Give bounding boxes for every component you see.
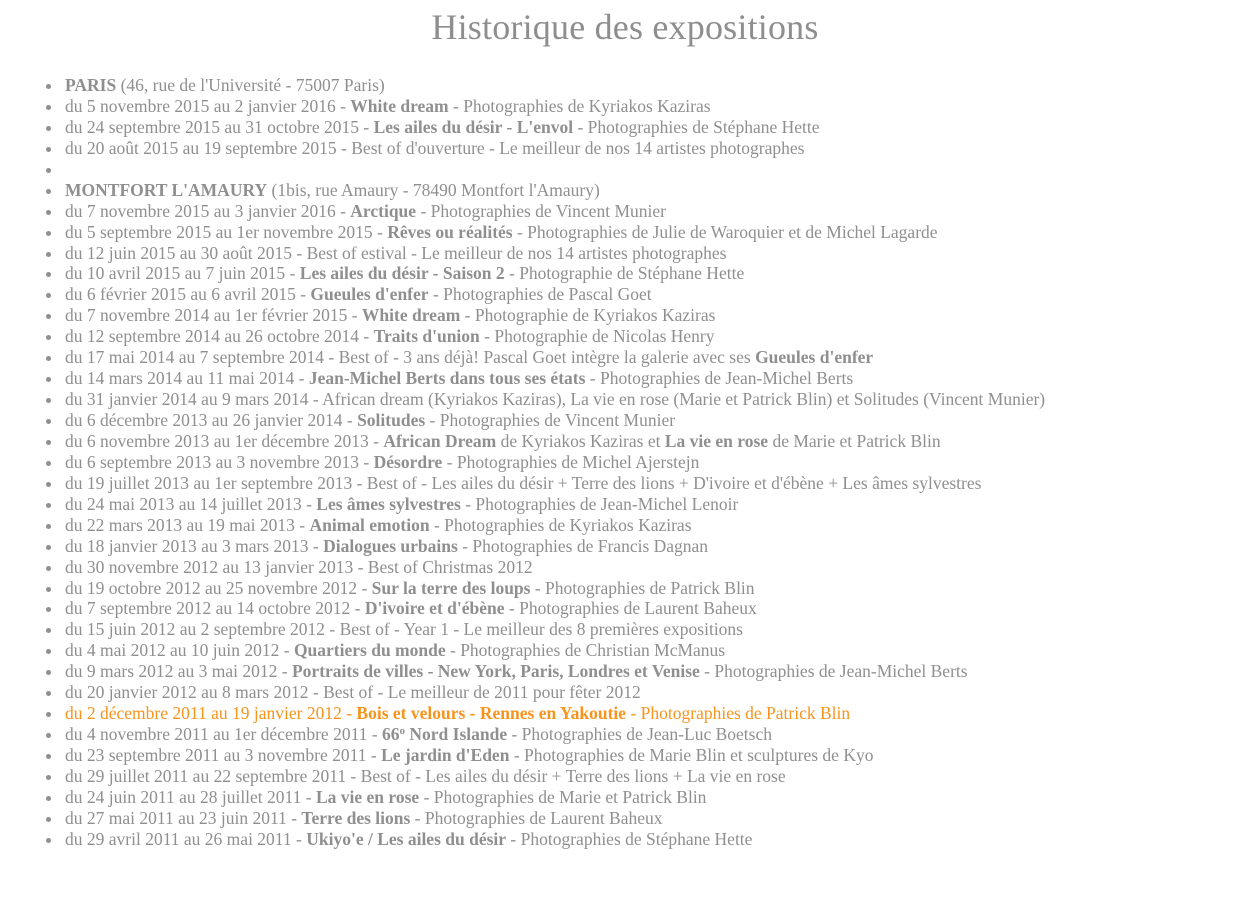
list-item[interactable] (65, 222, 1045, 243)
exhibition-text: du 20 août 2015 au 19 septembre 2015 - Best of d'ouverture - Le meilleur de nos 14 artistes photographes (65, 137, 805, 158)
exhibition-title: D'ivoire et d'ébène (364, 598, 505, 619)
list-item[interactable] (65, 494, 1045, 515)
exhibition-title: Nord Islande (405, 724, 508, 745)
exhibition-text: du 9 mars 2012 au 3 mai 2012 - (65, 661, 292, 682)
exhibition-title: Gueules d'enfer (755, 347, 874, 368)
exhibition-text: du 15 juin 2012 au 2 septembre 2012 - Best of - Year 1 - Le meilleur des 8 premières expositions (65, 619, 743, 640)
exhibition-text: du 18 janvier 2013 au 3 mars 2013 - (65, 535, 324, 556)
exhibition-title: Les ailes du désir - Saison 2 (299, 263, 505, 284)
exhibition-text: du 7 novembre 2015 au 3 janvier 2016 - (65, 200, 351, 221)
exhibition-text: du 22 mars 2013 au 19 mai 2013 - (65, 514, 310, 535)
list-item[interactable] (65, 138, 1045, 159)
exhibition-text: - Photographies de Christian McManus (445, 640, 726, 661)
list-item[interactable] (65, 640, 1045, 661)
list-item[interactable] (65, 326, 1045, 347)
exhibition-text: - Photographies de Stéphane Hette (573, 116, 820, 137)
exhibition-text: - Photographies de Laurent Baheux (504, 598, 757, 619)
list-item[interactable] (65, 410, 1045, 431)
exhibition-text: du 5 novembre 2015 au 2 janvier 2016 - (65, 95, 351, 116)
exhibition-list (65, 75, 1045, 850)
exhibition-text: - Photographie de Kyriakos Kaziras (460, 305, 716, 326)
list-item[interactable] (65, 305, 1045, 326)
list-item[interactable] (65, 536, 1045, 557)
exhibition-text: - Photographies de Vincent Munier (425, 410, 676, 430)
exhibition-title: Dialogues urbains (323, 535, 458, 556)
exhibition-title: Solitudes (357, 410, 426, 430)
exhibition-text: du 7 septembre 2012 au 14 octobre 2012 - (65, 598, 365, 619)
exhibition-text: du 23 septembre 2011 au 3 novembre 2011 - (65, 745, 382, 765)
exhibition-text: du 10 avril 2015 au 7 juin 2015 - (65, 263, 300, 284)
list-item[interactable] (65, 829, 1045, 850)
exhibition-text: du 14 mars 2014 au 11 mai 2014 - (65, 368, 309, 389)
exhibition-text: du 5 septembre 2015 au 1er novembre 2015 - (65, 221, 388, 242)
exhibition-text: - Photographies de Patrick Blin (626, 703, 851, 724)
list-item[interactable] (65, 180, 1045, 201)
list-item[interactable] (65, 96, 1045, 117)
list-item[interactable] (65, 724, 1045, 745)
exhibition-text: du 6 février 2015 au 6 avril 2015 - (65, 284, 311, 305)
list-item[interactable] (65, 682, 1045, 703)
exhibition-title: Les ailes du désir - L'envol (373, 116, 574, 137)
exhibition-text: - Photographies de Laurent Baheux (410, 807, 663, 828)
exhibition-text: du 30 novembre 2012 au 13 janvier 2013 - Best of Christmas 2012 (65, 556, 533, 577)
list-item[interactable] (65, 389, 1045, 410)
exhibition-text: - Photographie de Nicolas Henry (479, 326, 715, 347)
exhibition-title: Bois et velours - Rennes en Yakoutie (356, 703, 627, 724)
exhibition-text: - Photographies de Julie de Waroquier et de Michel Lagarde (512, 221, 938, 242)
exhibition-text: du 6 novembre 2013 au 1er décembre 2013 - (65, 430, 384, 451)
exhibition-text: du 24 juin 2011 au 28 juillet 2011 - (65, 786, 316, 807)
exhibition-text: du 2 décembre 2011 au 19 janvier 2012 - (65, 703, 357, 724)
list-item[interactable] (65, 598, 1045, 619)
exhibition-text: - Photographies de Patrick Blin (530, 577, 755, 598)
exhibition-title: Désordre (373, 451, 443, 472)
list-item[interactable] (65, 515, 1045, 536)
exhibition-text: du 4 novembre 2011 au 1er décembre 2011 - (65, 724, 382, 745)
list-item[interactable] (65, 578, 1045, 599)
exhibition-title: White dream (361, 305, 461, 326)
list-item[interactable] (65, 243, 1045, 264)
exhibition-title: 66 (382, 724, 400, 745)
list-item[interactable] (65, 808, 1045, 829)
exhibition-title: Le jardin d'Eden (381, 745, 510, 765)
exhibition-text: de Kyriakos Kaziras et (496, 430, 665, 451)
list-item-active[interactable] (65, 703, 1045, 724)
exhibition-text: du 7 novembre 2014 au 1er février 2015 - (65, 305, 362, 326)
list-item[interactable] (65, 431, 1045, 452)
exhibition-text: du 12 septembre 2014 au 26 octobre 2014 - (65, 326, 374, 347)
exhibition-text: du 24 mai 2013 au 14 juillet 2013 - (65, 493, 317, 514)
list-item[interactable] (65, 787, 1045, 808)
exhibition-text: du 12 juin 2015 au 30 août 2015 - Best of estival - Le meilleur de nos 14 artistes photographes (65, 242, 727, 263)
exhibition-text: du 29 avril 2011 au 26 mai 2011 - (65, 828, 307, 849)
exhibition-text: du 29 juillet 2011 au 22 septembre 2011 - Best of - Les ailes du désir + Terre des lions + La vie en rose (65, 765, 786, 786)
exhibition-text: du 19 octobre 2012 au 25 novembre 2012 - (65, 577, 372, 598)
exhibition-title: La vie en rose (315, 786, 420, 807)
exhibition-title: African Dream (383, 430, 497, 451)
list-item[interactable] (65, 661, 1045, 682)
exhibition-title: MONTFORT L'AMAURY (65, 179, 268, 200)
exhibition-text: - Photographies de Pascal Goet (428, 284, 652, 305)
exhibition-text: - Photographies de Marie et Patrick Blin (419, 786, 707, 807)
list-item[interactable] (65, 75, 1045, 96)
list-item[interactable] (65, 201, 1045, 222)
exhibition-text: du 6 décembre 2013 au 26 janvier 2014 - (65, 410, 358, 430)
exhibition-title: PARIS (65, 75, 117, 95)
exhibition-title: White dream (350, 95, 449, 116)
exhibition-text: du 24 septembre 2015 au 31 octobre 2015 - (65, 116, 374, 137)
list-item[interactable] (65, 766, 1045, 787)
list-item[interactable] (65, 745, 1045, 766)
exhibition-title: Portraits de villes - New York, Paris, Londres et Venise (291, 661, 700, 682)
exhibition-text: du 4 mai 2012 au 10 juin 2012 - (65, 640, 294, 661)
exhibition-title: Rêves ou réalités (387, 221, 513, 242)
exhibition-title: Arctique (350, 200, 417, 221)
exhibition-title: Quartiers du monde (293, 640, 446, 661)
exhibition-title: o (399, 725, 405, 738)
exhibition-text: - Photographies de Kyriakos Kaziras (429, 514, 692, 535)
list-item[interactable] (65, 619, 1045, 640)
exhibition-title: La vie en rose (664, 430, 769, 451)
exhibition-text: - Photographies de Jean-Michel Lenoir (460, 493, 739, 514)
exhibition-text: - Photographie de Stéphane Hette (504, 263, 745, 284)
exhibition-title: Sur la terre des loups (371, 577, 531, 598)
exhibition-text: - Photographies de Michel Ajerstejn (442, 451, 700, 472)
exhibition-title: Gueules d'enfer (310, 284, 429, 305)
list-item[interactable] (65, 284, 1045, 305)
list-item[interactable] (65, 117, 1045, 138)
exhibition-text: du 27 mai 2011 au 23 juin 2011 - (65, 807, 302, 828)
exhibition-title: Traits d'union (373, 326, 480, 347)
exhibition-text: (46, rue de l'Université - 75007 Paris) (116, 75, 385, 95)
list-item[interactable] (65, 263, 1045, 284)
exhibition-text: du 6 septembre 2013 au 3 novembre 2013 - (65, 451, 374, 472)
list-item[interactable] (65, 452, 1045, 473)
exhibition-text: - Photographies de Jean-Luc Boetsch (507, 724, 772, 745)
exhibition-text: du 17 mai 2014 au 7 septembre 2014 - Best of - 3 ans déjà! Pascal Goet intègre la galerie avec ses (65, 347, 756, 368)
exhibition-text: - Photographies de Jean-Michel Berts (585, 368, 854, 389)
exhibition-title: Animal emotion (309, 514, 430, 535)
exhibition-text: - Photographies de Marie Blin et sculptures de Kyo (509, 745, 874, 765)
exhibition-text: du 20 janvier 2012 au 8 mars 2012 - Best of - Le meilleur de 2011 pour fêter 2012 (65, 682, 641, 703)
exhibition-title: Ukiyo'e / Les ailes du désir (306, 828, 507, 849)
exhibition-text: - Photographies de Jean-Michel Berts (699, 661, 968, 682)
exhibition-text: - Photographies de Stéphane Hette (506, 828, 753, 849)
exhibition-title: Les âmes sylvestres (316, 493, 461, 514)
list-item[interactable] (65, 368, 1045, 389)
exhibition-text: du 31 janvier 2014 au 9 mars 2014 - African dream (Kyriakos Kaziras), La vie en rose (Marie et Patrick Blin) et Solitudes (Vincent Munier) (65, 389, 1046, 410)
exhibition-text: (1bis, rue Amaury - 78490 Montfort l'Amaury) (267, 179, 600, 200)
list-item[interactable] (65, 473, 1045, 494)
exhibition-text: du 19 juillet 2013 au 1er septembre 2013 - Best of - Les ailes du désir + Terre des lions + D'ivoire et d'ébène + Les âmes sylvestres (65, 472, 982, 493)
exhibition-text: - Photographies de Francis Dagnan (457, 535, 709, 556)
exhibition-text: - Photographies de Kyriakos Kaziras (448, 95, 711, 116)
exhibition-title: Terre des lions (301, 807, 411, 828)
list-item[interactable] (65, 557, 1045, 578)
list-item[interactable] (65, 347, 1045, 368)
page-title: Historique des expositions (431, 7, 819, 47)
exhibition-title: Jean-Michel Berts dans tous ses états (308, 368, 586, 389)
exhibition-text: - Photographies de Vincent Munier (416, 200, 666, 221)
list-item[interactable] (65, 159, 1045, 180)
exhibition-text: de Marie et Patrick Blin (768, 430, 941, 451)
